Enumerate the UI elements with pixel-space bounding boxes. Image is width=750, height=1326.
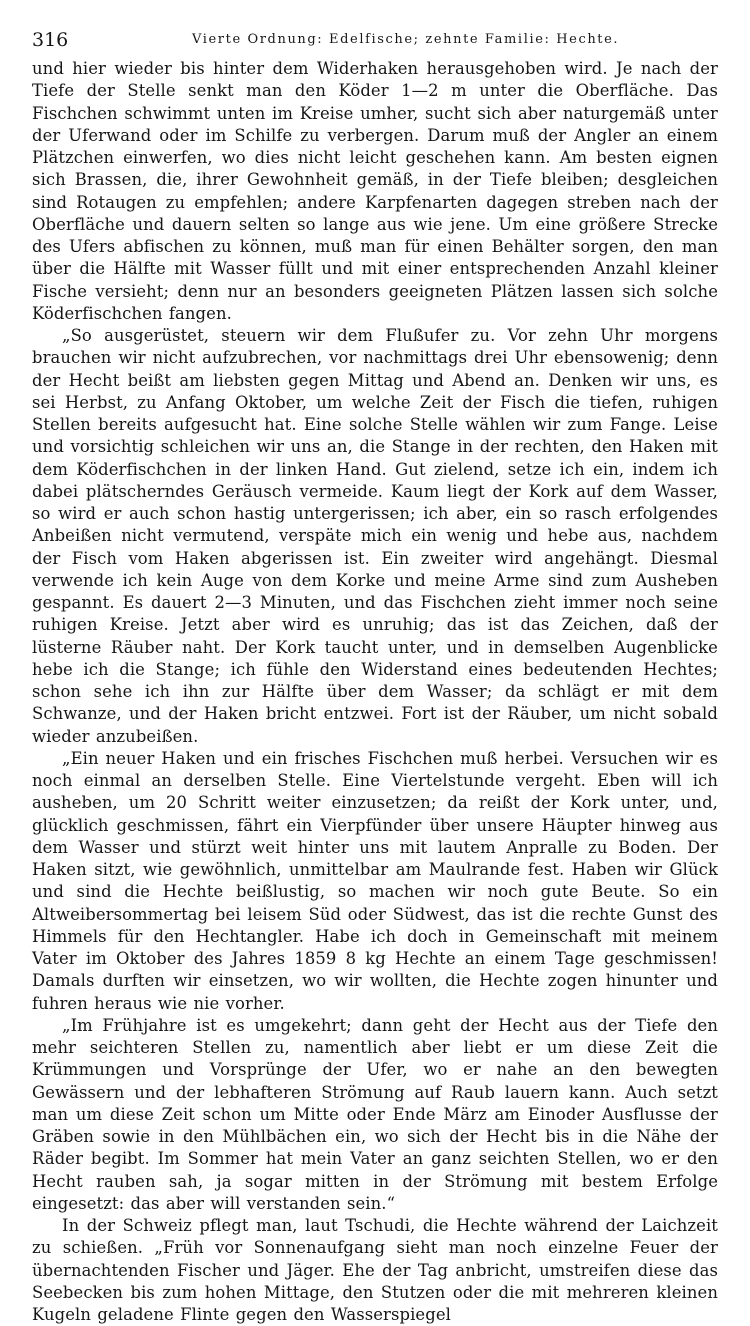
paragraph-pike-autumn: „So ausgerüstet, steuern wir dem Flußufer zu. Vor zehn Uhr morgens brauchen wir nicht aufzubrechen, vor nachmittags drei Uhr ebensowenig; denn der Hecht beißt am liebsten gegen Mittag und Abend an. Denken wir uns, es sei Herbst, zu Anfang Oktober, um welche Zeit der Fisch die tiefen, ruhigen Stellen bereits aufgesucht hat. Eine solche Stelle wählen wir zum Fange. Leise und vorsichtig schleichen wir uns an, die Stange in der rechten, den Haken mit dem Köderfischchen in der linken Hand. Gut zielend, setze ich ein, indem ich dabei plätscherndes Geräusch vermeide. Kaum liegt der Kork auf dem Wasser, so wird er auch schon hastig untergerissen; ich aber, ein so rasch erfolgendes Anbeißen nicht vermutend, verspäte mich ein wenig und hebe aus, nachdem der Fisch vom Haken abgerissen ist. Ein zweiter wird angehängt. Diesmal verwende ich kein Auge von dem Korke und meine Arme sind zum Ausheben gespannt. Es dauert 2—3 Minuten, und das Fischchen zieht immer noch seine ruhigen Kreise. Jetzt aber wird es unruhig; das ist das Zeichen, daß der lüsterne Räuber naht. Der Kork taucht unter, und in demselben Augenblicke hebe ich die Stange; ich fühle den Widerstand eines bedeutenden Hechtes; schon sehe ich ihn zur Hälfte über dem Wasser; da schlägt er mit dem Schwanze, und der Haken bricht entzwei. Fort ist der Räuber, um nicht sobald wieder anzubeißen. bbox=[32, 326, 718, 746]
paragraph-switzerland: In der Schweiz pflegt man, laut Tschudi, die Hechte während der Laichzeit zu schießen. „Früh vor Sonnenaufgang sieht man noch einzelne Feuer der übernachtenden Fischer und Jäger. Ehe der Tag anbricht, umstreifen diese das Seebecken bis zum hohen Mittage, den Stutzen oder die mit mehreren kleinen Kugeln geladene Flinte gegen den Wasserspiegel bbox=[32, 1216, 718, 1324]
running-head: Vierte Ordnung: Edelfische; zehnte Familie: Hechte. bbox=[192, 32, 620, 47]
page-number: 316 bbox=[32, 29, 69, 51]
body-text bbox=[32, 58, 718, 1326]
paragraph-continuation: und hier wieder bis hinter dem Widerhaken herausgehoben wird. Je nach der Tiefe der Stelle senkt man den Köder 1—2 m unter die Oberfläche. Das Fischchen schwimmt unten im Kreise umher, sucht sich aber naturgemäß unter der Uferwand oder im Schilfe zu verbergen. Darum muß der Angler an einem Plätzchen einwerfen, wo dies nicht leicht geschehen kann. Am besten eignen sich Brassen, die, ihrer Gewohnheit gemäß, in der Tiefe bleiben; desgleichen sind Rotaugen zu empfehlen; andere Karpfenarten dagegen streben nach der Oberfläche und dauern selten so lange aus wie jene. Um eine größere Strecke des Ufers abfischen zu können, muß man für einen Behälter sorgen, den man über die Hälfte mit Wasser füllt und mit einer entsprechenden Anzahl kleiner Fische versieht; denn nur an besonders geeigneten Plätzen lassen sich solche Köderfischchen fangen. bbox=[32, 59, 718, 323]
page-header bbox=[32, 22, 718, 52]
paragraph-new-hook: „Ein neuer Haken und ein frisches Fischchen muß herbei. Versuchen wir es noch einmal an derselben Stelle. Eine Viertelstunde vergeht. Eben will ich ausheben, um 20 Schritt weiter einzusetzen; da reißt der Kork unter, und, glücklich geschmissen, fährt ein Vierpfünder über unsere Häupter hinweg aus dem Wasser und stürzt weit hinter uns mit lautem Anpralle zu Boden. Der Haken sitzt, wie gewöhnlich, unmittelbar am Maulrande fest. Haben wir Glück und sind die Hechte beißlustig, so machen wir noch gute Beute. So ein Altweibersommertag bei leisem Süd oder Südwest, das ist die rechte Gunst des Himmels für den Hechtangler. Habe ich doch in Gemeinschaft mit meinem Vater im Oktober des Jahres 1859 8 kg Hechte an einem Tage geschmissen! Damals durften wir einsetzen, wo wir wollten, die Hechte zogen hinunter und fuhren heraus wie nie vorher. bbox=[32, 748, 718, 1013]
paragraph-spring: „Im Frühjahre ist es umgekehrt; dann geht der Hecht aus der Tiefe den mehr seichteren Stellen zu, namentlich aber liebt er um diese Zeit die Krümmungen und Vorsprünge der Ufer, wo er nahe an den bewegten Gewässern und der lebhafteren Strömung auf Raub lauern kann. Auch setzt man um diese Zeit schon um Mitte oder Ende März am Einoder Ausflusse der Gräben sowie in den Mühlbächen ein, wo sich der Hecht bis in die Nähe der Räder begibt. Im Sommer hat mein Vater an ganz seichten Stellen, wo er den Hecht rauben sah, ja sogar mitten in der Strömung mit bestem Erfolge eingesetzt: das aber will verstanden sein.“ bbox=[32, 1015, 718, 1213]
